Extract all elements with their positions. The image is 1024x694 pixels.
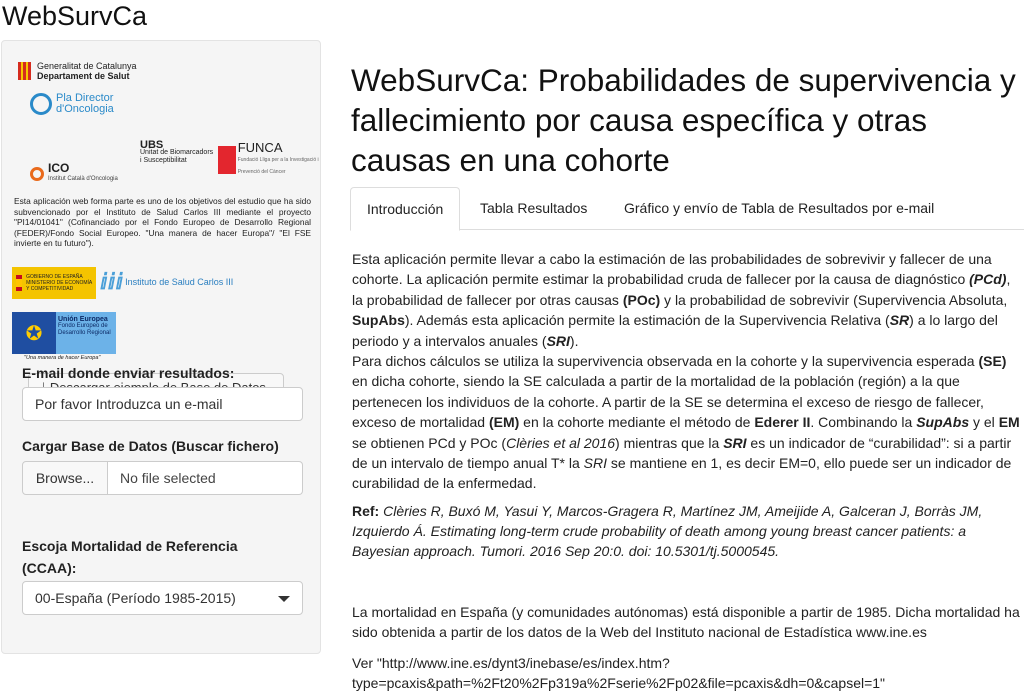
page-title: WebSurvCa: Probabilidades de supervivencia y fallecimiento por causa específica y otras causas en una cohorte	[351, 62, 1016, 178]
eu-stars-icon: ✪	[25, 322, 43, 345]
isciii-name: Instituto de Salud Carlos III	[125, 277, 234, 287]
funca-sub: Fundació Lliga per a la Investigació i Prevenció del Càncer	[237, 157, 319, 175]
funca-square-icon	[218, 146, 236, 174]
ine-link-text: Ver "http://www.ine.es/dynt3/inebase/es/index.htm? type=pcaxis&path=%2Ft20%2Fp319a%2Fserie%2Fp02&file=pcaxis&dh=0&capsel=1"	[352, 655, 886, 692]
pla-director-logo	[30, 93, 114, 115]
mortality-note: La mortalidad en España (y comunidades autónomas) está disponible a partir de 1985. Dicha mortalidad ha sido obtenida a partir de los datos de la Web del Instituto nacional de Estadística www.ine.es	[352, 604, 1020, 641]
ue-caption: "Una manera de hacer Europa"	[24, 355, 101, 361]
funding-description: Esta aplicación web forma parte es uno de los objetivos del estudio que ha sido subvencionado por el Instituto de Salud Carlos III mediante el proyecto "PI14/01041" (Cofinanciado por el Fondo Europeo de Desarrollo Regional (FEDER)/Fondo Social Europeo. "Una manera de hacer Europa"/ "El FSE invierte en tu futuro").	[14, 196, 311, 249]
ue-line2: Fondo Europeo de Desarrollo Regional	[58, 323, 111, 336]
browse-button[interactable]: Browse...	[22, 461, 108, 495]
mortality-label-line2: (CCAA):	[22, 560, 77, 576]
funca-logo	[218, 142, 320, 178]
email-label: E-mail donde enviar resultados:	[22, 365, 235, 381]
mortality-selected-value: 00-España (Período 1985-2015)	[35, 590, 236, 606]
file-name-field: No file selected	[108, 461, 303, 495]
reference-citation	[352, 501, 1024, 562]
isciii-logo	[100, 269, 233, 295]
tab-tabla-resultados[interactable]: Tabla Resultados	[480, 200, 588, 216]
app-title: WebSurvCa	[2, 1, 148, 31]
ico-name: ICO	[48, 161, 70, 175]
gencat-line1: Generalitat de Catalunya	[37, 61, 137, 71]
ico-circle-icon	[30, 167, 44, 181]
ubs-name: UBS	[140, 139, 164, 151]
funca-name: FUNCA	[237, 140, 283, 155]
ref-label: Ref:	[352, 503, 380, 519]
mortality-select[interactable]	[22, 581, 303, 615]
gencat-logo	[18, 61, 137, 81]
file-upload-group	[22, 461, 303, 495]
pdo-line2: d'Oncologia	[56, 103, 114, 115]
gob-line2: MINISTERIO DE ECONOMÍA Y COMPETITIVIDAD	[26, 280, 92, 292]
intro-paragraph: Esta aplicación permite llevar a cabo la estimación de las probabilidades de sobrevivir y fallecer de una cohorte. La aplicación permite estimar la probabilidad cruda de fallecer por la causa de diagnóstico (PCd), la probabilidad de fallecer por otras causas (POc) y la probabilidad de sobrevivir (Supervivencia Absoluta, SupAbs). Además esta aplicación permite la estimación de la Supervivencia Relativa (SR) a lo largo del periodo y a intervalos anuales (SRI). Para dichos cálculos se utiliza la supervivencia observada en la cohorte y la supervivencia esperada (SE) en dicha cohorte, siendo la SE calculada a partir de la mortalidad de la población (región) a la que pertenecen los individuos de la cohorte. A partir de la SE se determina el exceso de riesgo de fallecer, exceso de mortalidad (EM) en la cohorte mediante el método de Ederer II. Combinando la SupAbs y el EM se obtienen PCd y POc (Clèries et al 2016) mientras que la SRI es un indicador de “curabilidad”: si a partir de un intervalo de tiempo anual T* la SRI se mantiene en 1, es decir EM=0, ello puede ser un indicador de curabilidad de la enfermedad.	[352, 251, 1020, 492]
gencat-stripes-icon	[18, 62, 31, 80]
ubs-logo	[140, 141, 213, 165]
tab-introduccion[interactable]: Introducción	[350, 187, 460, 231]
gencat-line2: Departament de Salut	[37, 71, 130, 81]
tab-bar	[350, 187, 1024, 230]
caret-down-icon	[278, 596, 290, 602]
ico-sub: Institut Català d'Oncologia	[48, 176, 118, 182]
email-placeholder: Por favor Introduzca un e-mail	[35, 396, 223, 412]
upload-label: Cargar Base de Datos (Buscar fichero)	[22, 438, 279, 454]
mortality-label-line1: Escoja Mortalidad de Referencia	[22, 538, 238, 554]
ico-logo	[30, 163, 118, 185]
ubs-line1: Unitat de Biomarcadors	[140, 149, 214, 156]
ubs-line2: i Susceptibilitat	[140, 157, 187, 164]
gobierno-logo	[12, 267, 96, 299]
isciii-mark-icon: ⅈⅈⅈ	[100, 269, 124, 294]
ue-line1: Unión Europea	[58, 316, 108, 323]
tab-grafico-envio[interactable]: Gráfico y envío de Tabla de Resultados por e-mail	[624, 200, 935, 216]
union-europea-logo	[12, 312, 116, 354]
gob-line1: GOBIERNO DE ESPAÑA	[26, 274, 83, 280]
pdo-line1: Pla Director	[56, 92, 114, 104]
spain-flag-icon	[16, 275, 22, 291]
email-input[interactable]	[22, 387, 303, 421]
ref-text: Clèries R, Buxó M, Yasui Y, Marcos-Gragera R, Martínez JM, Ameijide A, Galceran J, Borràs JM, Izquierdo Á. Estimating long-term crude probability of death among young breast cancer patients: a Bayesian approach. Tumori. 2016 Sep 20:0. doi: 10.5301/tj.5000545.	[352, 503, 983, 560]
sidebar-panel	[1, 40, 321, 654]
pla-director-circle-icon	[30, 93, 52, 115]
